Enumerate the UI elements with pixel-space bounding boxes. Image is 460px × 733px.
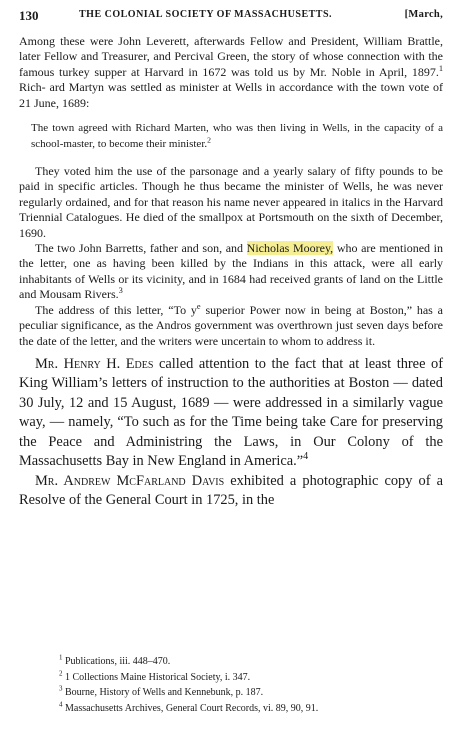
- footnote-ref: 4: [303, 451, 309, 463]
- speaker-name: Mr. Andrew McFarland Davis: [35, 472, 225, 489]
- para-line: ard Martyn was settled as minister at Wells in accordance with the: [49, 80, 377, 95]
- para-line: the minister of Wells, he was never regularly ordained, and for that: [19, 179, 443, 209]
- running-date: [March,: [404, 9, 443, 20]
- para-line: authorities at Boston — dated 30 July, 12 and 15 August,: [19, 375, 443, 411]
- para-line: least three of King William’s letters of instruction to the: [19, 355, 443, 392]
- footnote-mark: 4: [59, 700, 63, 709]
- footnote-text: Bourne, History of Wells and Kennebunk, p. 187.: [65, 687, 264, 698]
- para-line: was overthrown just seven days before the date of the letter, and: [19, 318, 444, 348]
- paragraph-leverett: [19, 34, 443, 111]
- para-line: vicinity, and in 1684 had received grants of land on the Little and: [19, 271, 443, 302]
- paragraph-edes: [19, 355, 443, 472]
- para-line: Catalogues. He died of the smallpox at Portsmouth on the sixth: [66, 210, 375, 225]
- para-line: They voted him the use of the parsonage and a yearly salary of: [35, 164, 351, 179]
- footnote-mark: 1: [59, 653, 63, 662]
- para-line: at Boston,” has a peculiar significance, as the Andros government: [19, 302, 444, 333]
- paragraph-salary: [19, 164, 443, 241]
- para-line: of December, 1690.: [19, 210, 443, 240]
- para-line: the writers were uncertain to whom to address it.: [140, 333, 376, 348]
- para-line: The two John Barretts, father and son, and: [35, 241, 244, 256]
- footnote: [59, 685, 443, 701]
- para-line: Massachusetts Bay in New England in America.”: [19, 453, 304, 470]
- quote-line: in the capacity of a school-master, to become their minister.: [31, 122, 443, 150]
- running-title: THE COLONIAL SOCIETY OF MASSACHUSETTS.: [79, 9, 333, 20]
- footnote-text: Publications, iii. 448–470.: [65, 656, 171, 667]
- highlighted-name: Nicholas Moorey,: [246, 241, 334, 256]
- para-line: Indians in this attack, were all early inhabitants of Wells or its: [19, 256, 444, 286]
- footnote-ref: 3: [118, 286, 123, 296]
- para-line: William Brattle, later Fellow and Treasurer, and Percival Green,: [19, 34, 443, 64]
- para-line: Rich-: [19, 80, 46, 95]
- quote-line: The town agreed with Richard Marten, who was then living in Wells,: [31, 122, 350, 135]
- para-line: who are mentioned in the letter, one as having been killed by the: [19, 241, 444, 271]
- block-quote: [19, 121, 443, 152]
- para-line: Mousam Rivers.: [39, 287, 119, 302]
- para-line: Harvard in 1672 was told us by Mr. Noble in April, 1897.: [144, 64, 439, 79]
- page-body: [19, 34, 443, 511]
- footnote: [59, 670, 443, 686]
- para-line: town vote of 21 June, 1689:: [19, 80, 444, 110]
- footnote-text: 1 Collections Maine Historical Society, i. 347.: [65, 671, 251, 683]
- para-line: reason his name never appeared in italics in the Harvard Triennial: [19, 194, 444, 225]
- footnote-ref: 1: [438, 63, 444, 73]
- para-line: fifty pounds to be paid in specific articles. Though he thus became: [19, 164, 444, 194]
- para-line: 1689 — were addressed in a similarly vague way, — namely,: [19, 394, 443, 431]
- paragraph-address: [19, 303, 443, 349]
- footnotes: [59, 654, 443, 716]
- footnote-ref: 2: [207, 134, 211, 144]
- para-line: Among these were John Leverett, afterwards Fellow and President,: [19, 34, 359, 48]
- footnote: [59, 701, 443, 717]
- page-number: 130: [19, 8, 39, 23]
- para-line: “To such as for the Time being take Care for preserving the: [19, 414, 443, 450]
- paragraph-barretts: [19, 241, 443, 303]
- footnote-text: Massachusetts Archives, General Court Records, vi. 89, 90, 91.: [65, 702, 319, 714]
- footnote-mark: 3: [59, 684, 63, 693]
- footnote: [59, 654, 443, 670]
- para-line: copy of a Resolve of the General Court in 1725, in the: [19, 472, 443, 509]
- para-line: the story of whose connection with the famous turkey supper at: [19, 49, 444, 79]
- speaker-name: Mr. Henry H. Edes: [35, 355, 154, 372]
- superscript-e: e: [196, 301, 201, 311]
- para-line: called attention to the fact that at: [153, 355, 360, 372]
- para-line: exhibited a photographic: [224, 472, 379, 489]
- running-header: [19, 8, 443, 24]
- paragraph-davis: [19, 472, 443, 511]
- footnote-mark: 2: [59, 669, 63, 678]
- para-line: superior Power now in being: [200, 302, 352, 317]
- para-line: The address of this letter, “To y: [35, 302, 197, 317]
- para-line: Peace and Administring the Laws, in Our Colony of the: [48, 433, 443, 450]
